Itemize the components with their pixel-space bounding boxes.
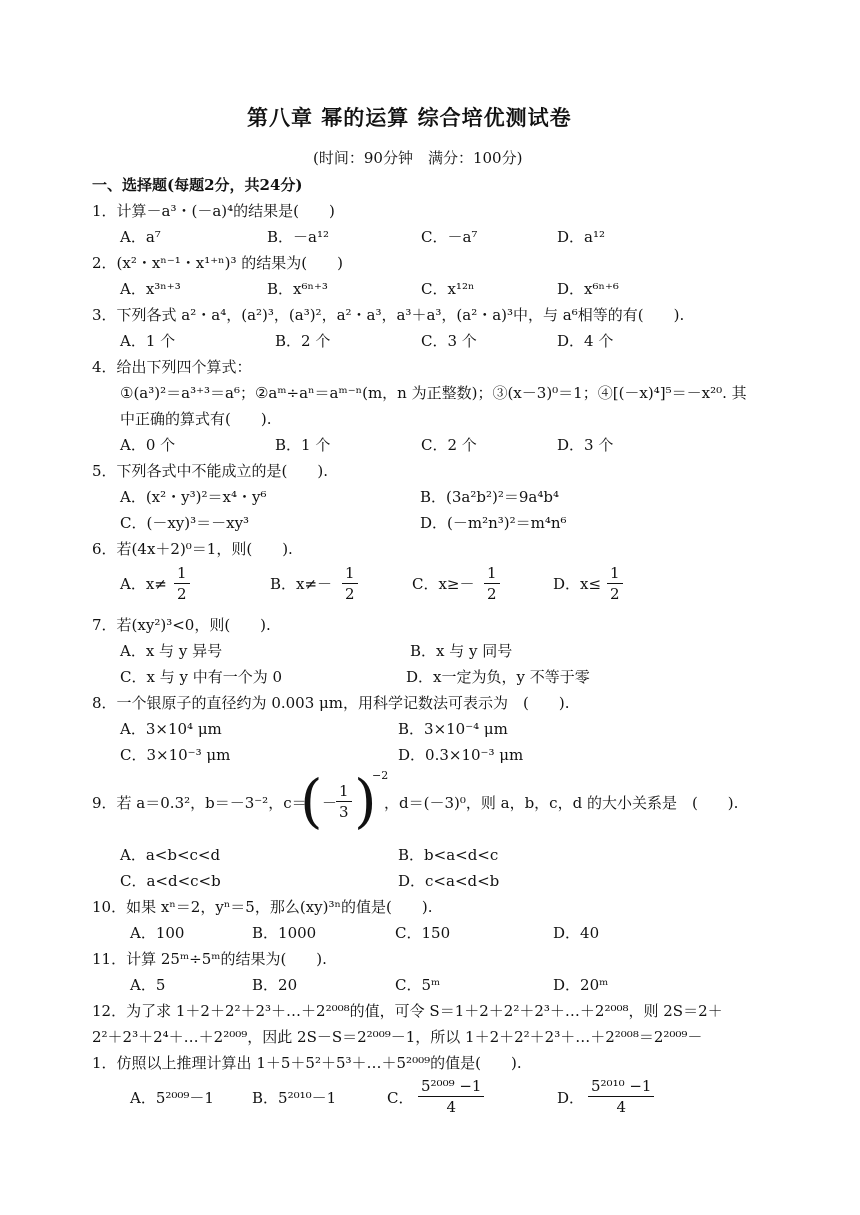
q8-option-d: D．0.3×10⁻³ μm bbox=[398, 746, 524, 764]
q11-option-c: C．5ᵐ bbox=[395, 976, 441, 994]
q3-option-d: D．4 个 bbox=[557, 332, 614, 350]
q12-option-b: B．5²⁰¹⁰－1 bbox=[252, 1089, 337, 1107]
q7-option-c: C．x 与 y 中有一个为 0 bbox=[120, 668, 283, 686]
q4-statements-cont: 中正确的算式有( ). bbox=[120, 410, 272, 428]
q2-option-a: A．x³ⁿ⁺³ bbox=[120, 280, 181, 298]
q12-option-d: D． bbox=[557, 1089, 585, 1107]
q8-option-c: C．3×10⁻³ μm bbox=[120, 746, 231, 764]
q9-option-c: C．a<d<c<b bbox=[120, 872, 221, 890]
q7-option-d: D．x一定为负，y 不等于零 bbox=[406, 668, 590, 686]
q9-option-d: D．c<a<d<b bbox=[398, 872, 500, 890]
q9-option-a: A．a<b<c<d bbox=[120, 846, 221, 864]
q10-option-a: A．100 bbox=[130, 924, 185, 942]
q1-option-a: A．a⁷ bbox=[120, 228, 161, 246]
q9-stem-cont: ，d＝(－3)⁰，则 a，b，c，d 的大小关系是 ( ). bbox=[384, 794, 739, 812]
q9-exponent: −2 bbox=[372, 769, 389, 782]
exam-info: (时间：90分钟 满分：100分) bbox=[313, 149, 523, 167]
q5-option-d: D．(－m²n³)²＝m⁴n⁶ bbox=[420, 514, 567, 532]
q8-option-a: A．3×10⁴ μm bbox=[120, 720, 222, 738]
question-5: 5．下列各式中不能成立的是( ). bbox=[92, 462, 329, 480]
q6-option-a-fraction: $\frac{1}{2}$ bbox=[174, 563, 190, 604]
q4-option-a: A．0 个 bbox=[120, 436, 176, 454]
question-4: 4．给出下列四个算式： bbox=[92, 358, 252, 376]
q2-option-c: C．x¹²ⁿ bbox=[421, 280, 475, 298]
q7-option-b: B．x 与 y 同号 bbox=[410, 642, 513, 660]
q2-option-d: D．x⁶ⁿ⁺⁶ bbox=[557, 280, 619, 298]
q6-option-c-fraction: $\frac{1}{2}$ bbox=[484, 563, 500, 604]
q11-option-d: D．20ᵐ bbox=[553, 976, 609, 994]
q9-left-paren: ( bbox=[300, 767, 323, 835]
q12-stem-line-3: 1．仿照以上推理计算出 1＋5＋5²＋5³＋…＋5²⁰⁰⁹的值是( ). bbox=[92, 1054, 522, 1072]
q12-option-d-fraction: $\frac{\text{5²⁰¹⁰ −1}}{4}$ bbox=[588, 1076, 654, 1117]
q6-option-d-fraction: $\frac{1}{2}$ bbox=[607, 563, 623, 604]
q6-option-a: A．x≠ bbox=[120, 575, 167, 593]
q10-option-c: C．150 bbox=[395, 924, 451, 942]
q8-option-b: B．3×10⁻⁴ μm bbox=[398, 720, 508, 738]
q9-right-paren: ) bbox=[354, 767, 377, 835]
q6-option-b: B．x≠－ bbox=[270, 575, 333, 593]
q11-option-b: B．20 bbox=[252, 976, 298, 994]
q9-minus-sign: － bbox=[322, 794, 338, 812]
q1-option-c: C．－a⁷ bbox=[421, 228, 478, 246]
question-9: 9．若 a＝0.3²，b＝－3⁻²，c＝ bbox=[92, 794, 307, 812]
q1-option-d: D．a¹² bbox=[557, 228, 605, 246]
q4-option-d: D．3 个 bbox=[557, 436, 614, 454]
q5-option-b: B．(3a²b²)²＝9a⁴b⁴ bbox=[420, 488, 559, 506]
question-2: 2．(x²・xⁿ⁻¹・x¹⁺ⁿ)³ 的结果为( ) bbox=[92, 254, 343, 272]
q4-option-b: B．1 个 bbox=[275, 436, 331, 454]
question-8: 8．一个银原子的直径约为 0.003 μm，用科学记数法可表示为 ( ). bbox=[92, 694, 570, 712]
question-10: 10．如果 xⁿ＝2，yⁿ＝5，那么(xy)³ⁿ的值是( ). bbox=[92, 898, 433, 916]
q12-option-a: A．5²⁰⁰⁹－1 bbox=[130, 1089, 214, 1107]
q6-option-c: C．x≥－ bbox=[412, 575, 475, 593]
q10-option-d: D．40 bbox=[553, 924, 600, 942]
q9-option-b: B．b<a<d<c bbox=[398, 846, 499, 864]
question-11: 11．计算 25ᵐ÷5ᵐ的结果为( ). bbox=[92, 950, 327, 968]
question-3: 3．下列各式 a²・a⁴，(a²)³，(a³)²，a²・a³，a³＋a³，(a²・a)³中，与 a⁶相等的有( ). bbox=[92, 306, 685, 324]
q5-option-c: C．(－xy)³＝－xy³ bbox=[120, 514, 250, 532]
q12-stem-line-2: 2²＋2³＋2⁴＋…＋2²⁰⁰⁹，因此 2S－S＝2²⁰⁰⁹－1，所以 1＋2＋2²＋2³＋…＋2²⁰⁰⁸＝2²⁰⁰⁹－ bbox=[92, 1028, 703, 1046]
q9-fraction: $\frac{1}{3}$ bbox=[336, 781, 352, 822]
q3-option-b: B．2 个 bbox=[275, 332, 331, 350]
q7-option-a: A．x 与 y 异号 bbox=[120, 642, 223, 660]
section-heading: 一、选择题(每题2分，共24分) bbox=[92, 176, 303, 194]
question-12: 12．为了求 1＋2＋2²＋2³＋…＋2²⁰⁰⁸的值，可令 S＝1＋2＋2²＋2³＋…＋2²⁰⁰⁸，则 2S＝2＋ bbox=[92, 1002, 723, 1020]
q6-option-d: D．x≤ bbox=[553, 575, 602, 593]
q12-option-c: C． bbox=[387, 1089, 414, 1107]
q4-statements: ①(a³)²＝a³⁺³＝a⁶；②aᵐ÷aⁿ＝aᵐ⁻ⁿ(m，n 为正整数)；③(x－3)⁰＝1；④[(－x)⁴]⁵＝－x²⁰. 其 bbox=[120, 384, 747, 402]
page-title: 第八章 幂的运算 综合培优测试卷 bbox=[247, 105, 572, 130]
question-7: 7．若(xy²)³<0，则( ). bbox=[92, 616, 271, 634]
question-1: 1．计算－a³・(－a)⁴的结果是( ) bbox=[92, 202, 335, 220]
q1-option-b: B．－a¹² bbox=[267, 228, 329, 246]
q3-option-c: C．3 个 bbox=[421, 332, 477, 350]
q2-option-b: B．x⁶ⁿ⁺³ bbox=[267, 280, 328, 298]
q12-option-c-fraction: $\frac{\text{5²⁰⁰⁹ −1}}{4}$ bbox=[418, 1076, 484, 1117]
q5-option-a: A．(x²・y³)²＝x⁴・y⁶ bbox=[120, 488, 267, 506]
q4-option-c: C．2 个 bbox=[421, 436, 477, 454]
q3-option-a: A．1 个 bbox=[120, 332, 176, 350]
question-6: 6．若(4x＋2)⁰＝1，则( ). bbox=[92, 540, 293, 558]
q10-option-b: B．1000 bbox=[252, 924, 317, 942]
q6-option-b-fraction: $\frac{1}{2}$ bbox=[342, 563, 358, 604]
q11-option-a: A．5 bbox=[130, 976, 166, 994]
